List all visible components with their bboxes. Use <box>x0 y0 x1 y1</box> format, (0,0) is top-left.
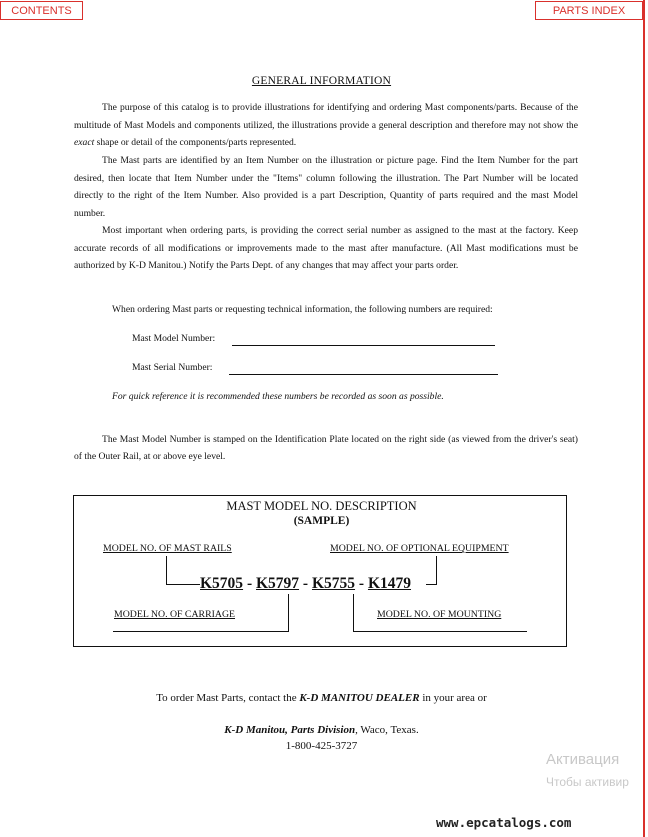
serial-number-field[interactable] <box>229 374 498 375</box>
parts-index-button[interactable]: PARTS INDEX <box>535 1 643 20</box>
identification-plate-paragraph: The Mast Model Number is stamped on the Identification Plate located on the right side (as viewed from the driver's seat) of the Outer Rail, at or above eye level. <box>74 434 578 462</box>
label-optional-equipment: MODEL NO. OF OPTIONAL EQUIPMENT <box>330 543 509 554</box>
connector-rails-horizontal <box>166 584 200 585</box>
code-mast-rails: K5705 <box>200 575 244 592</box>
box-title: MAST MODEL NO. DESCRIPTION <box>226 499 417 513</box>
serial-number-label: Mast Serial Number: <box>132 362 213 373</box>
code-carriage: K5797 <box>255 575 300 592</box>
code-separator: - <box>355 575 368 592</box>
intro-emphasis: exact <box>74 137 95 149</box>
intro-text-b: shape or detail of the components/parts represented. <box>94 137 297 149</box>
order-contact-line <box>0 692 643 704</box>
code-optional: K5755 <box>311 575 356 592</box>
code-mounting: K1479 <box>367 575 412 592</box>
box-subtitle: (SAMPLE) <box>293 515 350 527</box>
division-emphasis: K-D Manitou, Parts Division <box>224 724 356 736</box>
order-text-b: in your area or <box>419 692 487 704</box>
code-separator: - <box>299 575 312 592</box>
order-text-a: To order Mast Parts, contact the <box>156 692 300 704</box>
page-title: GENERAL INFORMATION <box>251 75 392 87</box>
division-line <box>0 724 643 736</box>
connector-carriage-horizontal <box>113 631 289 632</box>
label-mast-rails: MODEL NO. OF MAST RAILS <box>103 543 232 554</box>
page-edge-line <box>643 0 645 837</box>
connector-optional-vertical <box>436 556 437 584</box>
label-carriage: MODEL NO. OF CARRIAGE <box>114 609 236 620</box>
item-number-paragraph: The Mast parts are identified by an Item Number on the illustration or picture page. Find the Item Number for the part desired, then locate that Item Number under the "Items" column following the illustration. The Part Number will be located directly to the right of the Item Number. Also provided is a part Description, Quantity of parts required and the mast Model number. <box>74 155 578 219</box>
connector-mounting-horizontal <box>353 631 527 632</box>
connector-mounting-vertical <box>353 594 354 631</box>
sample-model-number <box>200 575 411 593</box>
activation-watermark-text: Чтобы активир <box>546 775 629 789</box>
contents-button[interactable]: CONTENTS <box>0 1 83 20</box>
label-mounting: MODEL NO. OF MOUNTING <box>377 609 502 620</box>
dealer-emphasis: K-D MANITOU DEALER <box>299 692 420 704</box>
connector-carriage-vertical <box>288 594 289 631</box>
site-url: www.epcatalogs.com <box>436 815 572 830</box>
model-number-label: Mast Model Number: <box>132 333 216 344</box>
connector-rails-vertical <box>166 556 167 584</box>
intro-text-a: The purpose of this catalog is to provide illustrations for identifying and ordering Mast components/parts. Because of the multitude of Mast Models and components utilized, the illustrations provide a general description and therefore may not show the <box>74 102 578 131</box>
intro-paragraph <box>74 99 578 152</box>
model-number-field[interactable] <box>232 345 495 346</box>
code-separator: - <box>243 575 256 592</box>
phone-number: 1-800-425-3727 <box>285 740 358 752</box>
required-numbers-text: When ordering Mast parts or requesting technical information, the following numbers are required: <box>112 304 493 315</box>
serial-number-paragraph: Most important when ordering parts, is providing the correct serial number as assigned to the mast at the factory. Keep accurate records of all modifications or improvements made to the mast after manufacture. (All Mast modifications must be authorized by K-D Manitou.) Notify the Parts Dept. of any changes that may affect your parts order. <box>74 225 578 272</box>
division-location: , Waco, Texas. <box>355 724 419 736</box>
quick-reference-note: For quick reference it is recommended these numbers be recorded as soon as possible. <box>112 391 444 402</box>
connector-optional-horizontal <box>426 584 437 585</box>
activation-watermark-title: Активация <box>546 751 620 768</box>
